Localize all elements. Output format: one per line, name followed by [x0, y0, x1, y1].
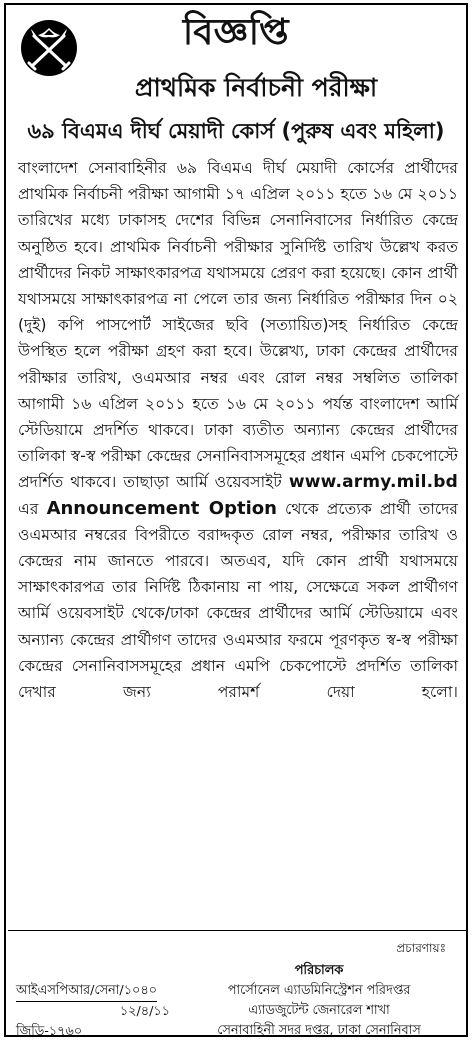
headquarters-name: সেনাবাহিনী সদর দপ্তর, ঢাকা সেনানিবাস [217, 1023, 421, 1038]
course-heading: ৬৯ বিএমএ দীর্ঘ মেয়াদী কোর্স (পুরুষ এবং মহিলা) [27, 119, 445, 143]
ispr-reference-number: আইএসপিআর/সেনা/১০৪০ [16, 981, 157, 1002]
exam-subtitle: প্রাথমিক নির্বাচনী পরীক্ষা [134, 73, 378, 102]
directorate-name: পার্সোনেল এ্যাডমিনিস্ট্রেশন পরিদপ্তর [227, 983, 411, 998]
director-title: পরিচালক [294, 963, 344, 978]
signature-block [184, 961, 454, 1041]
publicity-label: প্রচারণায়ঃ [396, 941, 446, 955]
announcement-option-label: Announcement Option [46, 497, 277, 519]
notice-date: ১২/৪/১১ [119, 1004, 170, 1019]
body-text-part-2: এর [18, 499, 39, 518]
body-text-part-3: থেকে প্রত্যেক প্রার্থী তাদের ওএমআর নম্বরের বিপরীতে বরাদ্দকৃত রোল নম্বর, পরীক্ষার তারিখ ও কেন্দ্রের নাম জানতে পারবে। অতএব, যদি কোন প্রার্থী যথাসময়ে সাক্ষাৎকারপত্র তার নির্দিষ্ট ঠিকানায় না পায়, সেক্ষেত্রে সকল প্রার্থীগণ আর্মি ওয়েবসাইট থেকে/ঢাকা কেন্দ্রের প্রার্থীদের আর্মি স্টেডিয়ামে এবং অন্যান্য কেন্দ্রের প্রার্থীগণ তাদের ওএমআর ফরমে পূরণকৃত স্ব-স্ব পরীক্ষা কেন্দ্রের সেনানিবাসসমূহের প্রধান এমপি চেকপোস্টে প্রদর্শিত তালিকা দেখার জন্য পরামর্শ দেয়া হলো। [18, 499, 458, 702]
footer-divider [8, 930, 466, 931]
gd-number: জিডি-১৭৬০ [16, 1024, 83, 1039]
notice-frame [4, 3, 468, 1037]
notice-title: বিজ্ঞপ্তি [182, 12, 290, 53]
body-text-part-1: বাংলাদেশ সেনাবাহিনীর ৬৯ বিএমএ দীর্ঘ মেয়াদী কোর্সের প্রার্থীদের প্রাথমিক নির্বাচনী পরীক্ষা আগামী ১৭ এপ্রিল ২০১১ হতে ১৬ মে ২০১১ তারিখের মধ্যে ঢাকাসহ দেশের বিভিন্ন সেনানিবাসের নির্ধারিত কেন্দ্রে অনুষ্ঠিত হবে। প্রাথমিক নির্বাচনী পরীক্ষার সুনির্দিষ্ট তারিখ উল্লেখ করত প্রার্থীদের নিকট সাক্ষাৎকারপত্র যথাসময়ে প্রেরণ করা হয়েছে। কোন প্রার্থী যথাসময়ে সাক্ষাৎকারপত্র না পেলে তার জন্য নির্ধারিত পরীক্ষার দিন ০২ (দুই) কপি পাসপোর্ট সাইজের ছবি (সত্যায়িত)সহ নির্ধারিত কেন্দ্রে উপস্থিত হলে পরীক্ষা গ্রহণ করা হবে। উল্লেখ্য, ঢাকা কেন্দ্রের প্রার্থীদের পরীক্ষার তারিখ, ওএমআর নম্বর এবং রোল নম্বর সম্বলিত তালিকা আগামী ১৬ এপ্রিল ২০১১ হতে ১৬ মে ২০১১ পর্যন্ত বাংলাদেশ আর্মি স্টেডিয়ামে প্রদর্শিত থাকবে। ঢাকা ব্যতীত অন্যান্য কেন্দ্রের প্রার্থীদের তালিকা স্ব-স্ব পরীক্ষা কেন্দ্রের সেনানিবাসসমূহের প্রধান এমপি চেকপোস্টে প্রদর্শিত থাকবে। তাছাড়া আর্মি ওয়েবসাইট [18, 159, 458, 492]
army-website-link[interactable]: www.army.mil.bd [288, 472, 459, 493]
notice-body [18, 155, 458, 705]
branch-name: এ্যাডজুটেন্ট জেনারেল শাখা [248, 1003, 390, 1018]
reference-block [16, 981, 176, 1042]
